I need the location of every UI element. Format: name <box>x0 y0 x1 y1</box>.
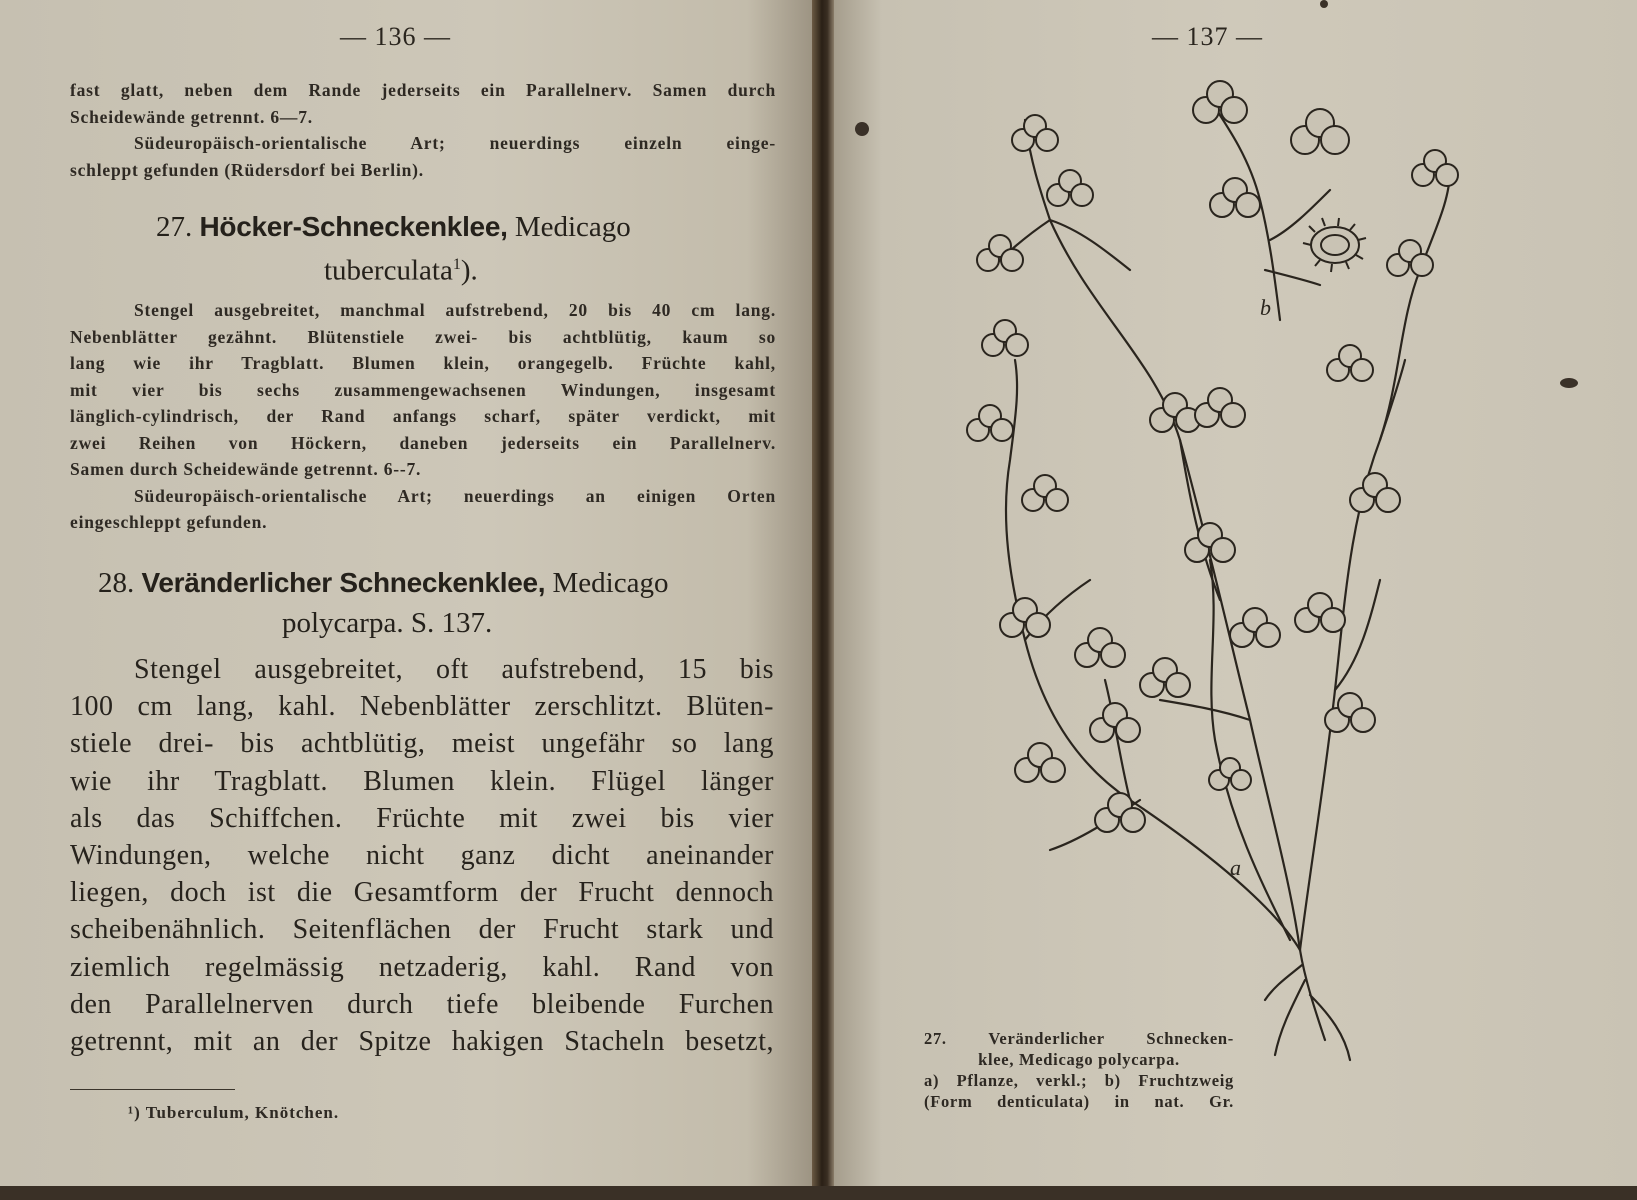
leaf-cluster <box>1209 758 1251 790</box>
caption-line: klee, Medicago polycarpa. <box>978 1050 1180 1069</box>
entry27-heading-end: ). <box>460 254 478 287</box>
leaf-cluster <box>1047 170 1093 206</box>
leaf-cluster <box>1291 109 1349 154</box>
entry28-line: 100 cm lang, kahl. Nebenblätter zerschlitzt. Blüten- <box>70 691 774 723</box>
entry28-number: 28. <box>98 567 135 599</box>
entry27-heading-line2 <box>324 246 478 290</box>
entry27-number: 27. <box>156 211 193 243</box>
entry28-body <box>70 651 774 1060</box>
entry27-latin-genus: Medicago <box>514 211 631 243</box>
entry27-line: Nebenblätter gezähnt. Blütenstiele zwei- bis achtblütig, kaum so <box>70 326 776 347</box>
leaf-cluster <box>982 320 1028 356</box>
entry28-latin-genus: Medicago <box>552 567 669 599</box>
left-page <box>0 0 812 1200</box>
book-gutter <box>812 0 834 1200</box>
page-number-right: — 137 — <box>1152 22 1263 51</box>
leaf-cluster <box>967 405 1013 441</box>
book-bottom-edge <box>0 1186 1637 1200</box>
leaf-cluster <box>1022 475 1068 511</box>
leaf-cluster <box>1012 115 1058 151</box>
stem <box>1265 270 1320 285</box>
entry27-footnote-mark: 1 <box>452 256 461 273</box>
stem <box>1006 360 1300 950</box>
leaf-cluster <box>1000 598 1050 637</box>
entry27-latin-species: tuberculata <box>324 254 453 287</box>
spiny-fruit <box>1303 218 1366 272</box>
entry28-line: stiele drei- bis achtblütig, meist ungefähr so lang <box>70 728 774 760</box>
continuation-para2-line-1: Südeuropäisch-orientalische Art; neuerdings einzeln einge- <box>134 133 776 153</box>
leaf-cluster <box>1075 628 1125 667</box>
continuation-line-1: fast glatt, neben dem Rande jederseits ein Parallelnerv. Samen durch <box>70 80 776 100</box>
root <box>1265 950 1350 1060</box>
entry27-line: Samen durch Scheidewände getrennt. 6--7. <box>70 459 422 479</box>
stem <box>1380 360 1405 440</box>
entry28-line: den Parallelnerven durch tiefe bleibende Furchen <box>70 988 774 1020</box>
footnote: ¹) Tuberculum, Knötchen. <box>128 1103 340 1122</box>
entry28-page-ref: S. 137. <box>410 607 493 639</box>
entry28-latin-species: polycarpa. <box>282 607 404 639</box>
entry27-line: zwei Reihen von Höckern, daneben jederseits ein Parallelnerv. <box>70 432 776 453</box>
entry28-line: ziemlich regelmässig netzaderig, kahl. Rand von <box>70 951 774 983</box>
leaf-cluster <box>1195 388 1245 427</box>
caption-line: a) Pflanze, verkl.; b) Fruchtzweig <box>924 1071 1234 1090</box>
caption-line: 27. Veränderlicher Schnecken- <box>924 1029 1234 1048</box>
continuation-para2-line-2: schleppt gefunden (Rüdersdorf bei Berlin). <box>70 159 424 180</box>
leaf-cluster <box>977 235 1023 271</box>
paper-blemish <box>855 122 869 136</box>
stem <box>1160 700 1250 720</box>
continuation-line-2: Scheidewände getrennt. 6—7. <box>70 106 313 127</box>
stem <box>1025 120 1300 950</box>
figure-label-b: b <box>1260 295 1271 320</box>
stem <box>1300 170 1450 950</box>
figure-label-a: a <box>1230 855 1241 880</box>
entry28-line: getrennt, mit an der Spitze hakigen Stacheln besetzt, <box>70 1026 774 1058</box>
entry27-line: mit vier bis sechs zusammengewachsenen Windungen, insgesamt <box>70 379 776 400</box>
entry27-para2-line: eingeschleppt gefunden. <box>70 512 268 532</box>
leaf-cluster <box>1090 703 1140 742</box>
entry28-heading-line2 <box>282 604 492 642</box>
paper-blemish <box>1560 378 1578 388</box>
leaf-cluster <box>1350 473 1400 512</box>
entry28-line: Stengel ausgebreitet, oft aufstrebend, 15 bis <box>134 654 774 685</box>
page-number-left: — 136 — <box>340 22 451 51</box>
caption-line: (Form denticulata) in nat. Gr. <box>924 1092 1234 1111</box>
leaf-cluster <box>1412 150 1458 186</box>
entry28-line: Windungen, welche nicht ganz dicht aneinander <box>70 840 774 872</box>
footnote-rule <box>70 1089 235 1090</box>
leaf-cluster <box>1210 178 1260 217</box>
entry27-para2-line: Südeuropäisch-orientalische Art; neuerdings an einigen Orten <box>134 485 776 506</box>
entry27-common-name: Höcker-Schneckenklee, <box>199 211 508 242</box>
leaf-cluster <box>1095 793 1145 832</box>
paper-blemish <box>1320 0 1328 8</box>
leaf-cluster <box>1295 593 1345 632</box>
leaf-cluster <box>1325 693 1375 732</box>
figure-caption <box>924 1028 1234 1112</box>
entry28-line: liegen, doch ist die Gesamtform der Frucht dennoch <box>70 877 774 909</box>
entry28-line: wie ihr Tragblatt. Blumen klein. Flügel länger <box>70 765 774 797</box>
entry27-line: lang wie ihr Tragblatt. Blumen klein, orangegelb. Früchte kahl, <box>70 353 776 373</box>
leaf-cluster <box>1230 608 1280 647</box>
leaf-cluster <box>1327 345 1373 381</box>
entry27-heading-line1 <box>156 208 631 246</box>
leaf-cluster <box>1387 240 1433 276</box>
entry27-line: länglich-cylindrisch, der Rand anfangs scharf, später verdickt, mit <box>70 406 776 426</box>
entry28-line: als das Schiffchen. Früchte mit zwei bis vier <box>70 802 774 834</box>
entry28-common-name: Veränderlicher Schneckenklee, <box>141 567 546 598</box>
entry28-line: scheibenähnlich. Seitenflächen der Frucht stark und <box>70 914 774 946</box>
leaf-cluster <box>1140 658 1190 697</box>
leaf-cluster <box>1015 743 1065 782</box>
medicago-plant-illustration <box>930 80 1560 1080</box>
entry27-line: Stengel ausgebreitet, manchmal aufstrebend, 20 bis 40 cm lang. <box>134 300 776 320</box>
entry28-heading-line1 <box>98 564 668 602</box>
